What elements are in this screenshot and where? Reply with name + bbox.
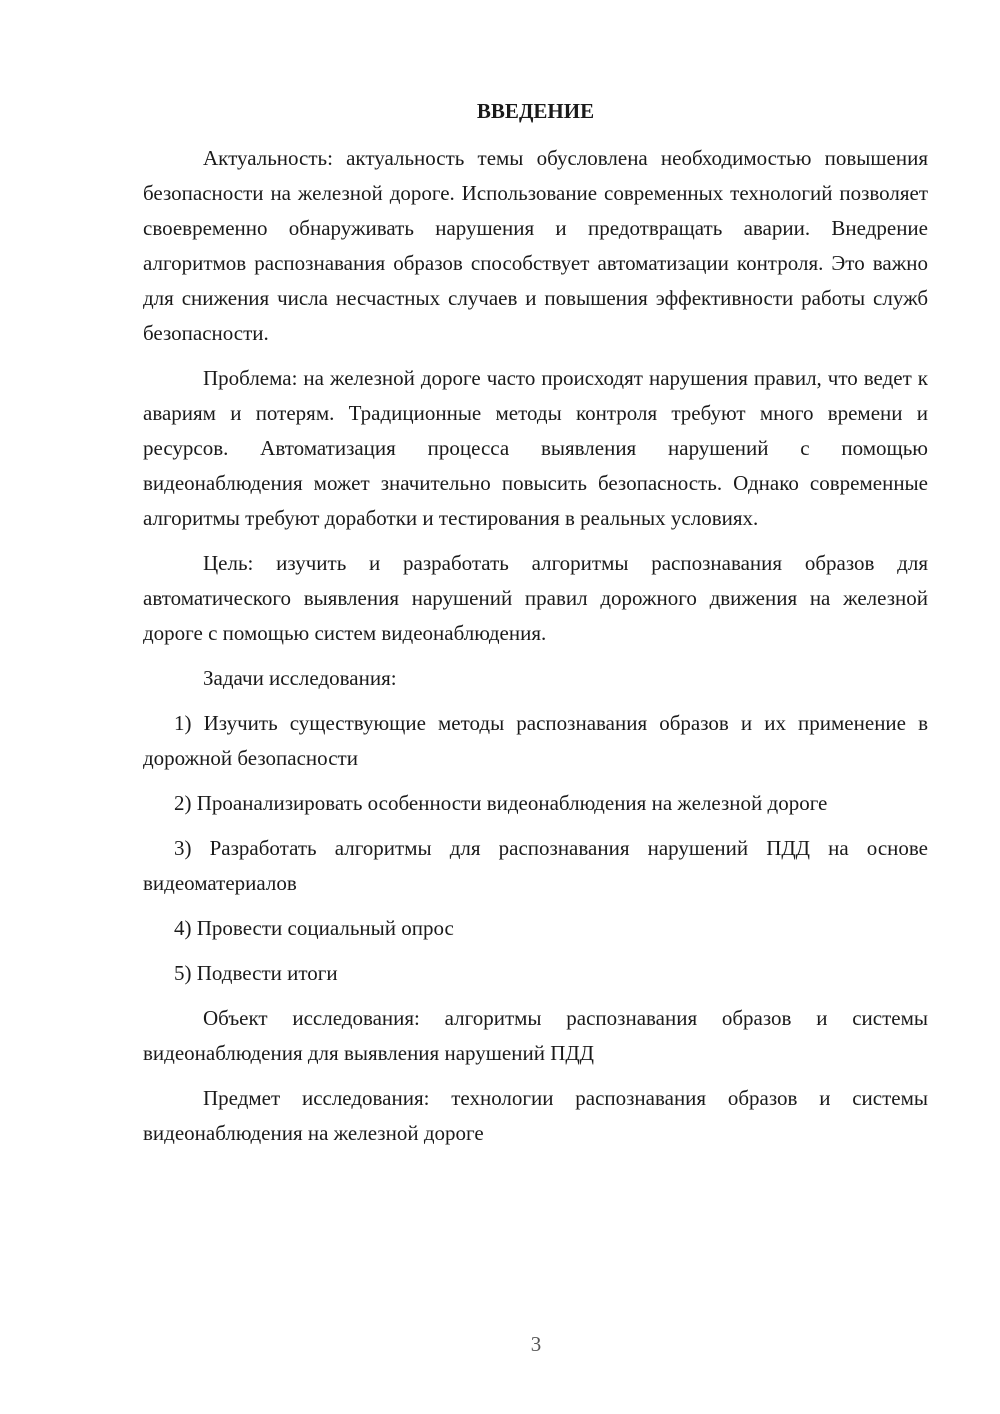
page-number: 3 — [530, 1332, 542, 1356]
paragraph-goal: Цель: изучить и разработать алгоритмы распознавания образов для автоматического выявления нарушений правил дорожного движения на железной дороге с помощью систем видеонаблюдения. — [143, 551, 928, 645]
task-item-3: 3) Разработать алгоритмы для распознавания нарушений ПДД на основе видеоматериалов — [143, 836, 928, 895]
paragraph-problem: Проблема: на железной дороге часто происходят нарушения правил, что ведет к авариям и потерям. Традиционные методы контроля требуют много времени и ресурсов. Автоматизация процесса выявления нарушений с помощью видеонаблюдения может значительно повысить безопасность. Однако современные алгоритмы требуют доработки и тестирования в реальных условиях. — [143, 366, 928, 530]
task-item-1: 1) Изучить существующие методы распознавания образов и их применение в дорожной безопасности — [143, 711, 928, 770]
paragraph-object: Объект исследования: алгоритмы распознавания образов и системы видеонаблюдения для выявления нарушений ПДД — [143, 1006, 928, 1065]
paragraph-relevance: Актуальность: актуальность темы обусловлена необходимостью повышения безопасности на железной дороге. Использование современных технологий позволяет своевременно обнаруживать нарушения и предотвращать аварии. Внедрение алгоритмов распознавания образов способствует автоматизации контроля. Это важно для снижения числа несчастных случаев и повышения эффективности работы служб безопасности. — [143, 146, 928, 345]
task-item-5: 5) Подвести итоги — [174, 961, 338, 985]
page-content — [143, 94, 928, 1161]
tasks-title: Задачи исследования: — [203, 666, 397, 690]
paragraph-subject: Предмет исследования: технологии распознавания образов и системы видеонаблюдения на железной дороге — [143, 1086, 928, 1145]
task-item-2: 2) Проанализировать особенности видеонаблюдения на железной дороге — [174, 791, 828, 815]
section-heading: ВВЕДЕНИЕ — [476, 99, 595, 123]
task-item-4: 4) Провести социальный опрос — [174, 916, 454, 940]
